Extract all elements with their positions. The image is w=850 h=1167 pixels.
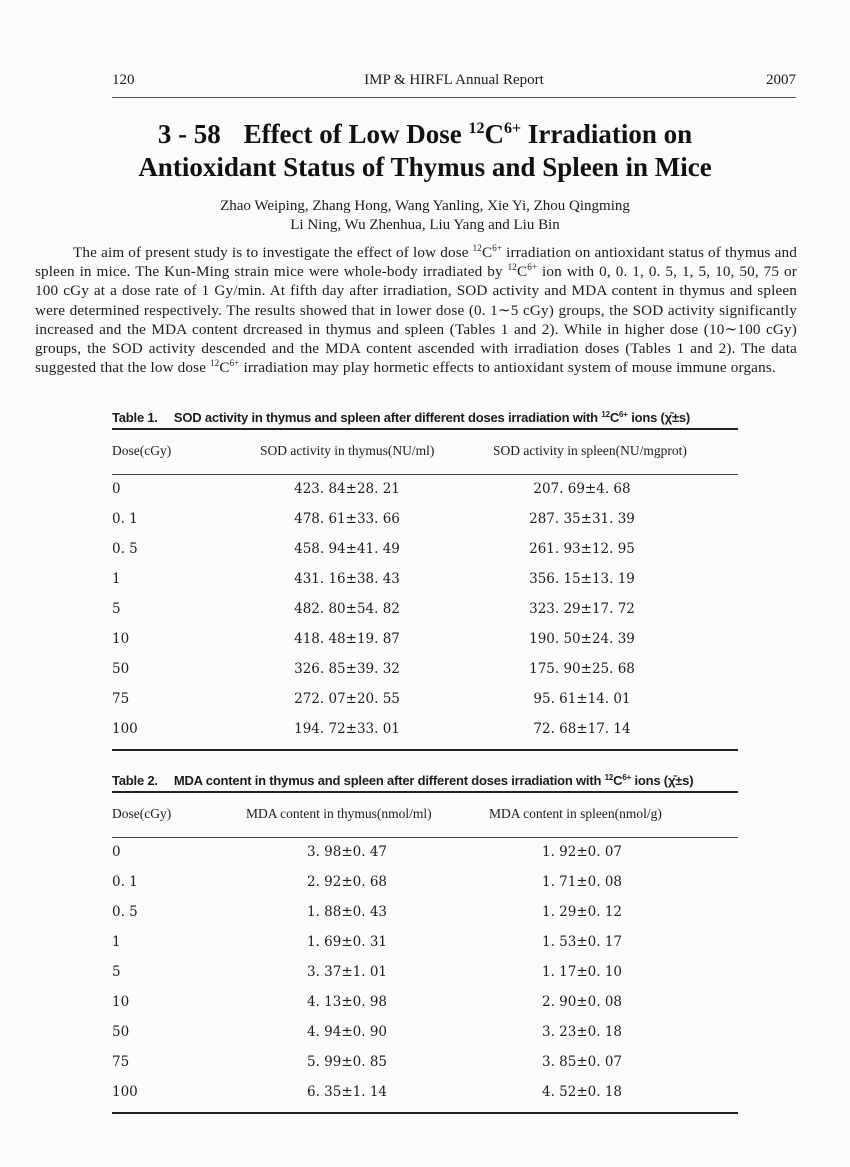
dose-cell: 0	[112, 844, 121, 860]
thymus-cell: 5. 99±0. 85	[306, 1054, 387, 1070]
abstract-text: irradiation on antioxidant status of thymus and spleen in mice. The Kun-Ming strain mice were whole-body irradiated by	[35, 244, 797, 281]
running-head	[112, 72, 796, 96]
spleen-cell: 190. 50±24. 39	[529, 631, 635, 647]
table-bottom-rule	[112, 1112, 738, 1114]
table-row	[112, 1048, 738, 1078]
abstract-text: The aim of present study is to investigate the effect of low dose	[73, 244, 473, 261]
thymus-cell: 3. 37±1. 01	[306, 964, 387, 980]
element-symbol: C	[609, 410, 620, 425]
table-row	[112, 475, 738, 505]
spleen-cell: 95. 61±14. 01	[533, 691, 631, 707]
table-row	[112, 685, 738, 715]
dose-cell: 5	[112, 964, 121, 980]
element-symbol: C	[481, 244, 493, 261]
journal-title: IMP & HIRFL Annual Report	[364, 72, 544, 88]
table-bottom-rule	[112, 749, 738, 751]
isotope-mass: 12	[507, 262, 517, 273]
thymus-cell: 478. 61±33. 66	[294, 511, 400, 527]
title-text-2: Irradiation on	[527, 119, 693, 149]
dose-cell: 75	[112, 1054, 130, 1070]
table-row	[112, 898, 738, 928]
table-row	[112, 868, 738, 898]
dose-cell: 1	[112, 571, 121, 587]
table-header	[112, 793, 738, 837]
table-row	[112, 535, 738, 565]
ion-charge: 6+	[504, 120, 522, 137]
thymus-cell: 423. 84±28. 21	[294, 481, 400, 497]
table-row	[112, 565, 738, 595]
element-symbol: C	[484, 119, 505, 149]
isotope-mass: 12	[604, 773, 614, 782]
dose-cell: 0. 5	[112, 904, 138, 920]
table-label: Table 1.	[112, 410, 158, 425]
thymus-cell: 6. 35±1. 14	[306, 1084, 387, 1100]
thymus-cell: 194. 72±33. 01	[294, 721, 400, 737]
thymus-cell: 482. 80±54. 82	[294, 601, 400, 617]
table-row	[112, 655, 738, 685]
dose-cell: 0. 1	[112, 511, 138, 527]
header-divider	[112, 97, 796, 98]
ion-charge: 6+	[527, 262, 538, 273]
isotope-mass: 12	[210, 358, 220, 369]
spleen-cell: 2. 90±0. 08	[541, 994, 622, 1010]
column-header: Dose(cGy)	[112, 443, 172, 458]
table-row	[112, 715, 738, 745]
spleen-cell: 356. 15±13. 19	[529, 571, 635, 587]
authors-line-2: Li Ning, Wu Zhenhua, Liu Yang and Liu Bin	[290, 217, 560, 233]
spleen-cell: 72. 68±17. 14	[533, 721, 631, 737]
dose-cell: 10	[112, 994, 130, 1010]
table-row	[112, 928, 738, 958]
column-header: Dose(cGy)	[112, 806, 172, 821]
table-row	[112, 1078, 738, 1108]
table-row	[112, 838, 738, 868]
element-symbol: C	[516, 263, 528, 281]
table-row	[112, 595, 738, 625]
dose-cell: 0. 1	[112, 874, 138, 890]
caption-text: ions (	[627, 410, 665, 425]
stat-notation: χ̄±s	[664, 410, 686, 425]
dose-cell: 1	[112, 934, 121, 950]
caption-text: SOD activity in thymus and spleen after different doses irradiation with	[173, 410, 602, 425]
element-symbol: C	[219, 359, 230, 377]
dose-cell: 10	[112, 631, 130, 647]
table-row	[112, 505, 738, 535]
table-label: Table 2.	[112, 773, 158, 788]
dose-cell: 100	[112, 1084, 138, 1100]
table-body	[112, 475, 738, 745]
dose-cell: 50	[112, 661, 130, 677]
spleen-cell: 4. 52±0. 18	[541, 1084, 622, 1100]
article-number: 3 - 58	[157, 119, 221, 149]
thymus-cell: 1. 88±0. 43	[306, 904, 387, 920]
spleen-cell: 3. 23±0. 18	[541, 1024, 622, 1040]
thymus-cell: 458. 94±41. 49	[294, 541, 400, 557]
page-number: 120	[112, 72, 135, 88]
ion-charge: 6+	[492, 243, 503, 253]
ion-charge: 6+	[229, 358, 240, 369]
abstract-text: ion with 0, 0. 1, 0. 5, 1, 5, 10, 50, 75 or 100 cGy at a dose rate of 1 Gy/min. At fifth day after irradiation, SOD activity and MDA content in thymus and spleen were determined respectively. The results showed that in lower dose (0. 1∼5 cGy) groups, the SOD activity significantly increased and the MDA content drcreased in thymus and spleen (Tables 1 and 2). While in higher dose (10∼100 cGy) groups, the SOD activity descended and the MDA content ascended with irradiation doses (Tables 1 and 2). The data suggested that the low dose	[35, 263, 797, 377]
thymus-cell: 272. 07±20. 55	[294, 691, 400, 707]
caption-text: MDA content in thymus and spleen after different doses irradiation with	[173, 773, 605, 788]
dose-cell: 0. 5	[112, 541, 138, 557]
table-1-caption	[112, 410, 738, 425]
table-1	[112, 410, 738, 751]
authors-line-1: Zhao Weiping, Zhang Hong, Wang Yanling, Xie Yi, Zhou Qingming	[220, 198, 630, 214]
thymus-cell: 3. 98±0. 47	[306, 844, 387, 860]
author-list	[100, 197, 750, 235]
dose-cell: 75	[112, 691, 130, 707]
spleen-cell: 323. 29±17. 72	[529, 601, 635, 617]
thymus-cell: 431. 16±38. 43	[294, 571, 400, 587]
table-row	[112, 1018, 738, 1048]
table-row	[112, 625, 738, 655]
column-header: SOD activity in thymus(NU/ml)	[260, 443, 435, 458]
column-header: SOD activity in spleen(NU/mgprot)	[493, 443, 687, 458]
thymus-cell: 418. 48±19. 87	[294, 631, 400, 647]
spleen-cell: 261. 93±12. 95	[529, 541, 635, 557]
spleen-cell: 3. 85±0. 07	[541, 1054, 622, 1070]
thymus-cell: 4. 94±0. 90	[306, 1024, 387, 1040]
caption-text: ions (	[631, 773, 668, 788]
title-line-2: Antioxidant Status of Thymus and Spleen in Mice	[138, 152, 712, 182]
isotope-mass: 12	[601, 410, 610, 419]
ion-charge: 6+	[619, 410, 628, 419]
isotope-mass: 12	[472, 243, 482, 253]
abstract-text: irradiation may play hormetic effects to antioxidant system of mouse immune organs.	[239, 359, 776, 377]
dose-cell: 0	[112, 481, 121, 497]
abstract-paragraph	[35, 243, 797, 377]
dose-cell: 50	[112, 1024, 130, 1040]
ion-charge: 6+	[622, 773, 632, 782]
report-year: 2007	[766, 72, 796, 88]
spleen-cell: 175. 90±25. 68	[529, 661, 635, 677]
table-2-caption	[112, 773, 738, 788]
title-text-1: Effect of Low Dose	[243, 119, 462, 149]
spleen-cell: 1. 17±0. 10	[541, 964, 622, 980]
table-row	[112, 988, 738, 1018]
thymus-cell: 2. 92±0. 68	[306, 874, 387, 890]
spleen-cell: 1. 92±0. 07	[541, 844, 622, 860]
spleen-cell: 1. 29±0. 12	[541, 904, 622, 920]
isotope-mass: 12	[468, 120, 485, 137]
thymus-cell: 4. 13±0. 98	[306, 994, 387, 1010]
column-header: MDA content in spleen(nmol/g)	[489, 806, 662, 821]
thymus-cell: 326. 85±39. 32	[294, 661, 400, 677]
table-2	[112, 773, 738, 1114]
stat-notation: χ̄±s	[667, 773, 690, 788]
spleen-cell: 287. 35±31. 39	[529, 511, 635, 527]
table-body	[112, 838, 738, 1108]
thymus-cell: 1. 69±0. 31	[306, 934, 387, 950]
column-header: MDA content in thymus(nmol/ml)	[246, 806, 432, 821]
dose-cell: 5	[112, 601, 121, 617]
spleen-cell: 1. 71±0. 08	[541, 874, 622, 890]
element-symbol: C	[613, 773, 623, 788]
article-title	[60, 118, 790, 184]
spleen-cell: 1. 53±0. 17	[541, 934, 622, 950]
table-header	[112, 430, 738, 474]
dose-cell: 100	[112, 721, 138, 737]
table-row	[112, 958, 738, 988]
spleen-cell: 207. 69±4. 68	[533, 481, 631, 497]
title-line-1	[60, 118, 790, 151]
caption-text: )	[689, 773, 694, 788]
caption-text: )	[685, 410, 691, 425]
